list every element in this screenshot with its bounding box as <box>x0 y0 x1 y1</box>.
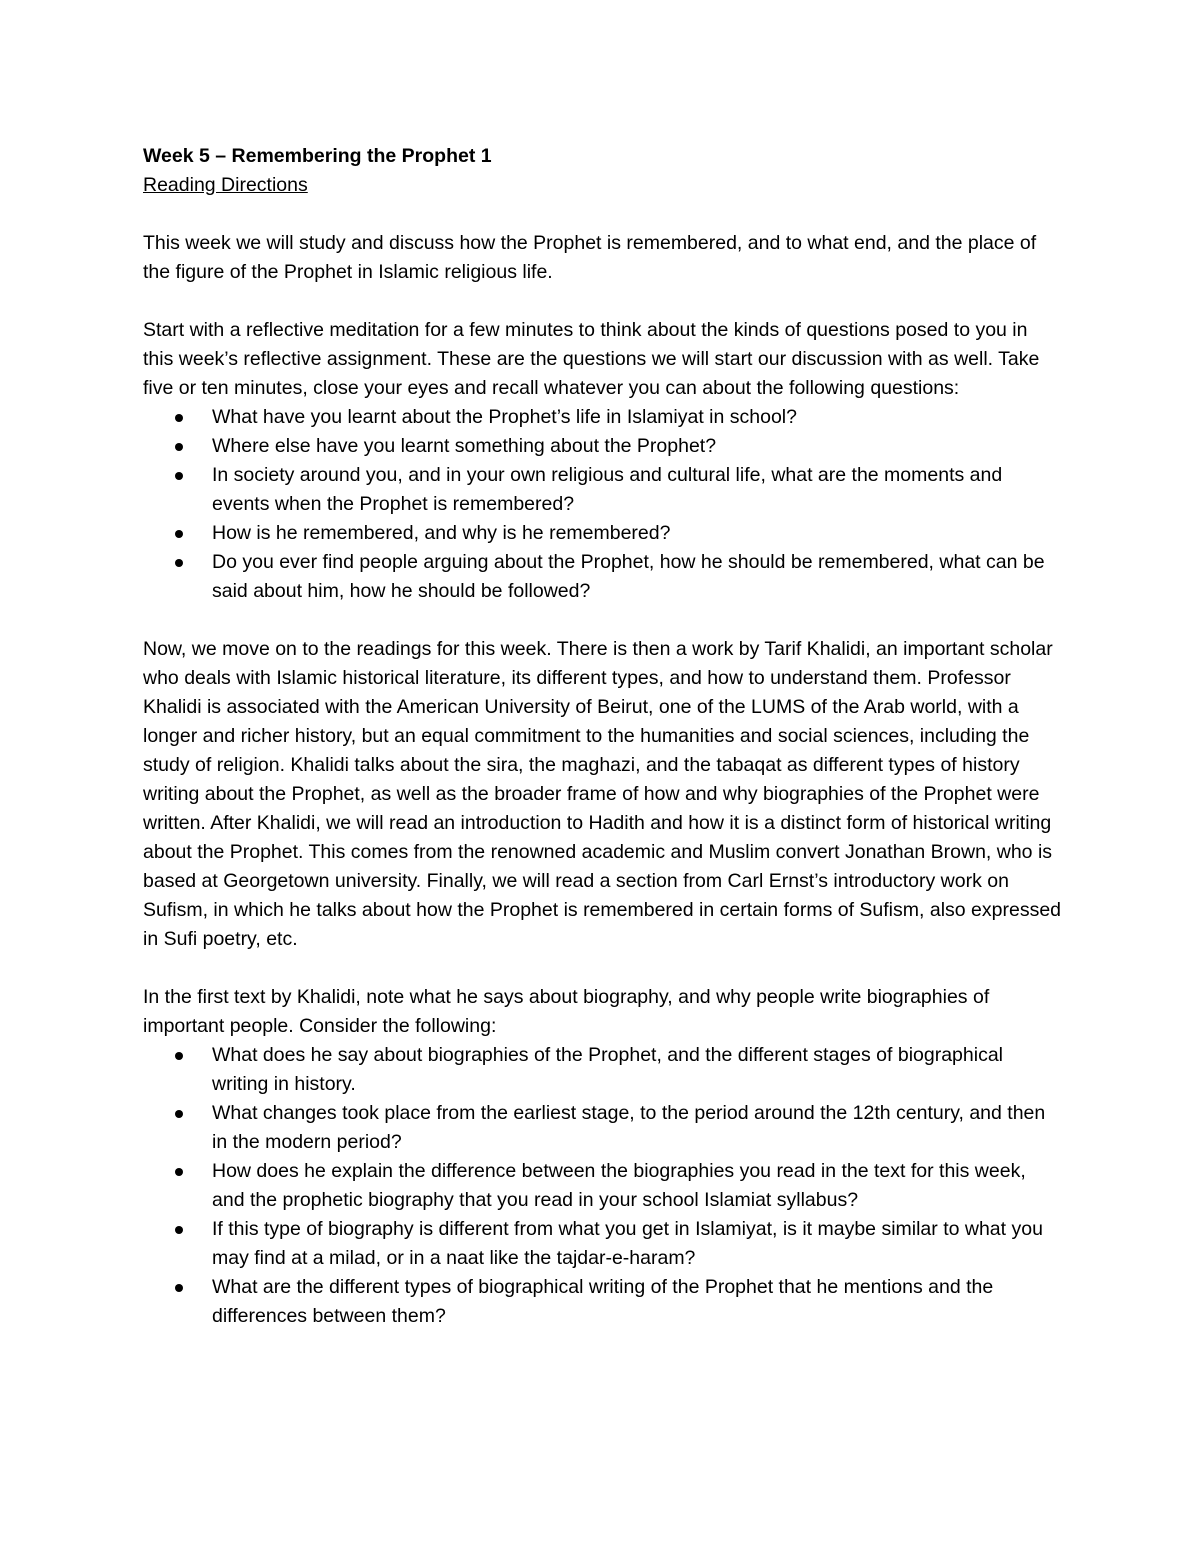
meditation-paragraph: Start with a reflective meditation for a few minutes to think about the kinds of questions posed to you in this week’s reflective assignment. These are the questions we will start our discussion with as well. Take five or ten minutes, close your eyes and recall whatever you can about the following questions: <box>143 319 1040 399</box>
list-item <box>143 1099 1063 1157</box>
list-item-text: What have you learnt about the Prophet’s life in Islamiyat in school? <box>212 406 797 428</box>
list-item <box>143 1273 1063 1331</box>
readings-paragraph: Now, we move on to the readings for this week. There is then a work by Tarif Khalidi, an important scholar who deals with Islamic historical literature, its different types, and how to understand them. Professor Khalidi is associated with the American University of Beirut, one of the LUMS of the Arab world, with a longer and richer history, but an equal commitment to the humanities and social sciences, including the study of religion. Khalidi talks about the sira, the maghazi, and the tabaqat as different types of history writing about the Prophet, as well as the broader frame of how and why biographies of the Prophet were written. After Khalidi, we will read an introduction to Hadith and how it is a distinct form of historical writing about the Prophet. This comes from the renowned academic and Muslim convert Jonathan Brown, who is based at Georgetown university. Finally, we will read a section from Carl Ernst’s introductory work on Sufism, in which he talks about how the Prophet is remembered in certain forms of Sufism, also expressed in Sufi poetry, etc. <box>143 638 1062 950</box>
bullet-icon <box>175 472 183 480</box>
intro-paragraph: This week we will study and discuss how the Prophet is remembered, and to what end, and the place of the figure of the Prophet in Islamic religious life. <box>143 232 1037 283</box>
spacer <box>143 606 1063 635</box>
bullet-icon <box>175 1168 183 1176</box>
list-item <box>143 403 1063 432</box>
list-item-text: How does he explain the difference between the biographies you read in the text for this week, and the prophetic biography that you read in your school Islamiat syllabus? <box>212 1160 1026 1211</box>
list-item-text: Where else have you learnt something about the Prophet? <box>212 435 717 457</box>
bullet-icon <box>175 1284 183 1292</box>
list-item-text: How is he remembered, and why is he remembered? <box>212 522 671 544</box>
khalidi-intro-paragraph: In the first text by Khalidi, note what he says about biography, and why people write biographies of important people. Consider the following: <box>143 986 990 1037</box>
bullet-icon <box>175 530 183 538</box>
list-item-text: What are the different types of biographical writing of the Prophet that he mentions and the differences between them? <box>212 1276 994 1327</box>
list-item <box>143 1215 1063 1273</box>
list-item <box>143 461 1063 519</box>
list-item-text: Do you ever find people arguing about the Prophet, how he should be remembered, what can be said about him, how he should be followed? <box>212 551 1045 602</box>
list-item <box>143 432 1063 461</box>
khalidi-question-list <box>143 1041 1063 1331</box>
bullet-icon <box>175 443 183 451</box>
bullet-icon <box>175 559 183 567</box>
document-subtitle: Reading Directions <box>143 174 308 196</box>
list-item <box>143 519 1063 548</box>
list-item-text: If this type of biography is different from what you get in Islamiyat, is it maybe similar to what you may find at a milad, or in a naat like the tajdar-e-haram? <box>212 1218 1043 1269</box>
bullet-icon <box>175 1110 183 1118</box>
list-item <box>143 548 1063 606</box>
list-item <box>143 1157 1063 1215</box>
spacer <box>143 287 1063 316</box>
spacer <box>143 200 1063 229</box>
document-page <box>143 142 1063 1331</box>
bullet-icon <box>175 1226 183 1234</box>
list-item-text: What changes took place from the earliest stage, to the period around the 12th century, and then in the modern period? <box>212 1102 1046 1153</box>
meditation-question-list <box>143 403 1063 606</box>
document-title: Week 5 – Remembering the Prophet 1 <box>143 145 492 167</box>
list-item-text: What does he say about biographies of the Prophet, and the different stages of biographical writing in history. <box>212 1044 1004 1095</box>
list-item <box>143 1041 1063 1099</box>
bullet-icon <box>175 414 183 422</box>
bullet-icon <box>175 1052 183 1060</box>
list-item-text: In society around you, and in your own religious and cultural life, what are the moments and events when the Prophet is remembered? <box>212 464 1003 515</box>
spacer <box>143 954 1063 983</box>
